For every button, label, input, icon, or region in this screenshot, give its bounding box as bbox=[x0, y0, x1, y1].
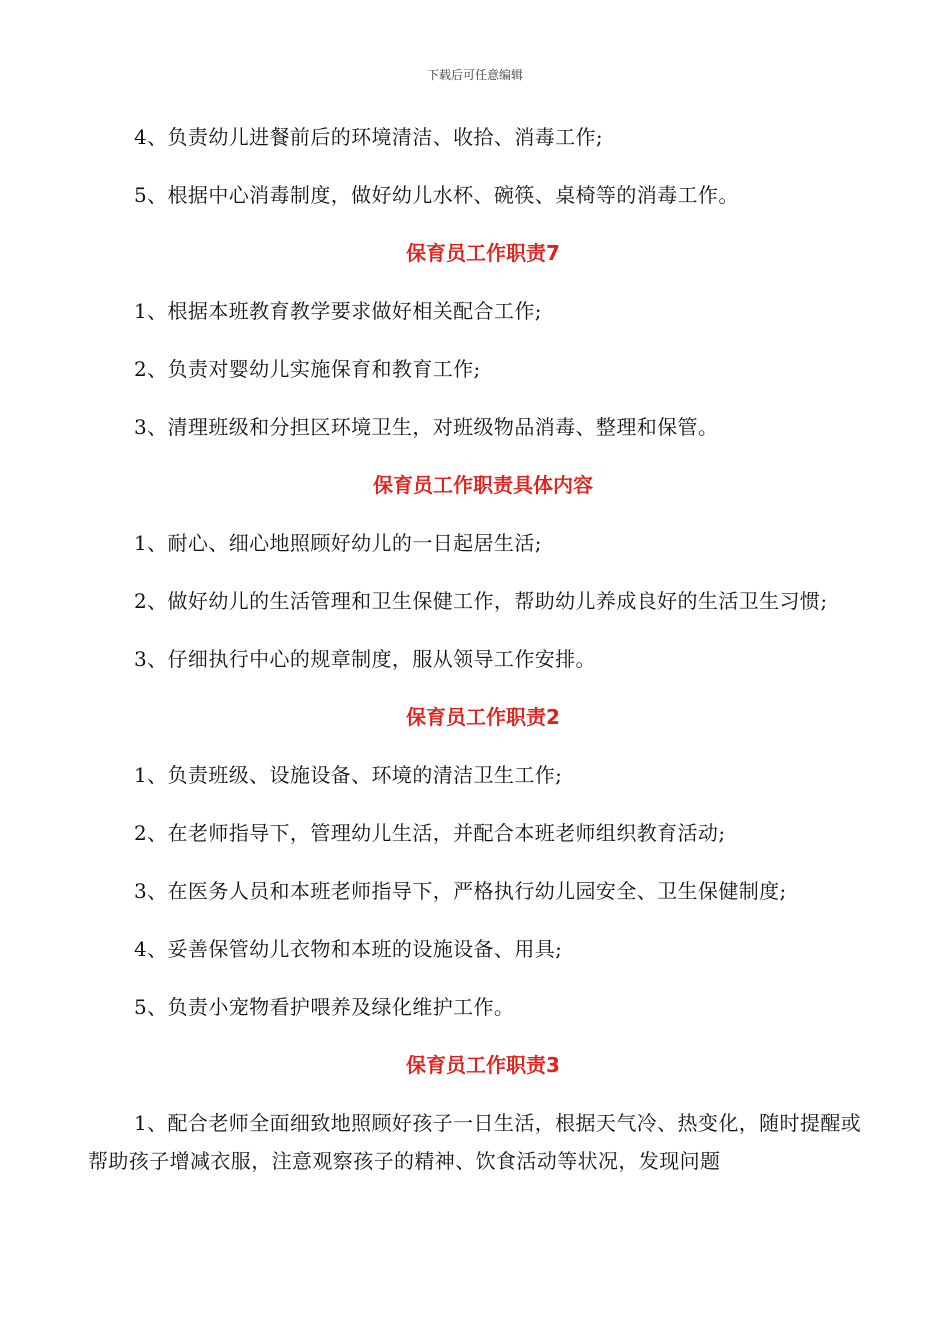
paragraph: 4、负责幼儿进餐前后的环境清洁、收拾、消毒工作; bbox=[134, 125, 604, 149]
header-note: 下载后可任意编辑 bbox=[426, 68, 523, 82]
section-heading: 保育员工作职责7 bbox=[406, 241, 560, 265]
section-heading: 保育员工作职责具体内容 bbox=[373, 473, 593, 497]
paragraph: 1、负责班级、设施设备、环境的清洁卫生工作; bbox=[134, 763, 563, 787]
paragraph: 1、根据本班教育教学要求做好相关配合工作; bbox=[134, 299, 542, 323]
paragraph: 3、在医务人员和本班老师指导下，严格执行幼儿园安全、卫生保健制度; bbox=[134, 879, 787, 903]
paragraph: 5、根据中心消毒制度，做好幼儿水杯、碗筷、桌椅等的消毒工作。 bbox=[134, 183, 739, 207]
paragraph: 5、负责小宠物看护喂养及绿化维护工作。 bbox=[134, 995, 515, 1019]
paragraph: 1、配合老师全面细致地照顾好孩子一日生活，根据天气冷、热变化，随时提醒或帮助孩子增减衣服，注意观察孩子的精神、饮食活动等状况，发现问题 bbox=[88, 1111, 862, 1173]
paragraph: 2、负责对婴幼儿实施保育和教育工作; bbox=[134, 357, 481, 381]
document-body bbox=[88, 118, 878, 1200]
paragraph: 2、在老师指导下，管理幼儿生活，并配合本班老师组织教育活动; bbox=[134, 821, 726, 845]
paragraph: 2、做好幼儿的生活管理和卫生保健工作，帮助幼儿养成良好的生活卫生习惯; bbox=[134, 589, 828, 613]
paragraph: 4、妥善保管幼儿衣物和本班的设施设备、用具; bbox=[134, 937, 563, 961]
paragraph: 3、仔细执行中心的规章制度，服从领导工作安排。 bbox=[134, 647, 596, 671]
paragraph: 1、耐心、细心地照顾好幼儿的一日起居生活; bbox=[134, 531, 542, 555]
section-heading: 保育员工作职责3 bbox=[406, 1053, 560, 1077]
paragraph: 3、清理班级和分担区环境卫生，对班级物品消毒、整理和保管。 bbox=[134, 415, 719, 439]
section-heading: 保育员工作职责2 bbox=[406, 705, 560, 729]
